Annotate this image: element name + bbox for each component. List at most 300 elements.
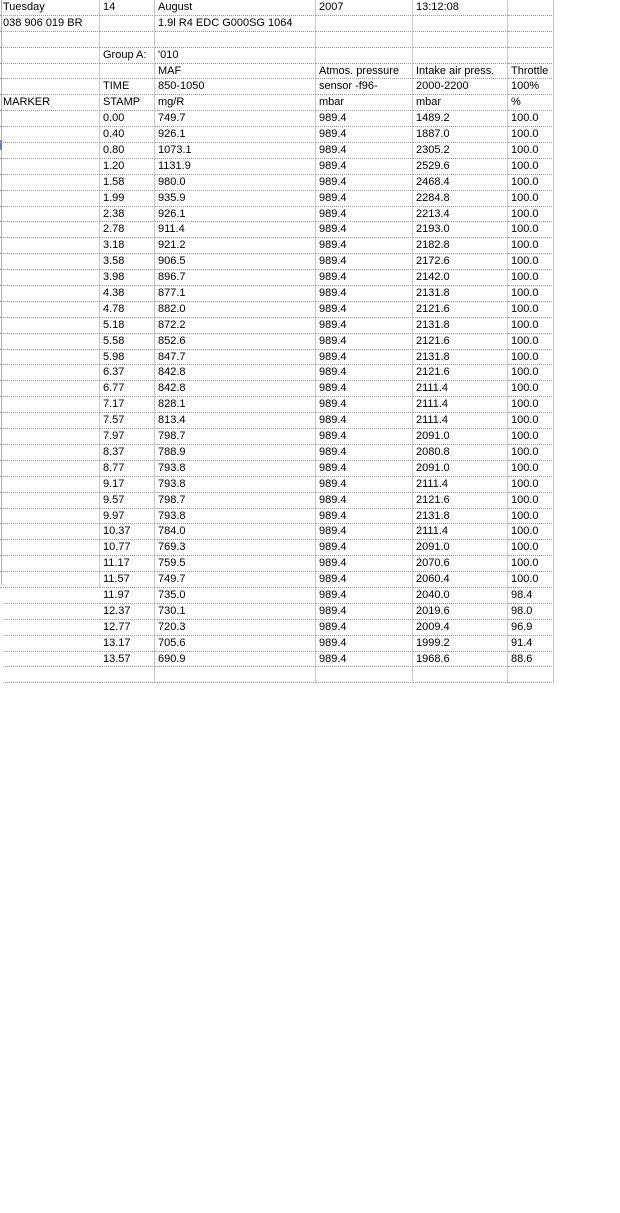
cell-intake-pressure[interactable]: 2111.4	[413, 413, 508, 429]
cell-atmos-pressure[interactable]: 989.4	[316, 254, 413, 270]
cell-maf[interactable]: 842.8	[155, 365, 316, 381]
cell-throttle[interactable]: 100.0	[508, 191, 554, 207]
cell-intake-pressure[interactable]: 2142.0	[413, 270, 508, 286]
cell-marker[interactable]	[0, 429, 100, 445]
cell-maf[interactable]: 828.1	[155, 397, 316, 413]
cell-maf[interactable]: 705.6	[155, 636, 316, 652]
cell-intake-pressure[interactable]: 1999.2	[413, 636, 508, 652]
cell-intake-pressure[interactable]: 2468.4	[413, 175, 508, 191]
cell-marker[interactable]	[5, 652, 100, 668]
table-row	[0, 477, 620, 493]
cell-maf[interactable]: 911.4	[155, 222, 316, 238]
cell-maf[interactable]: 784.0	[155, 524, 316, 540]
cell-maf[interactable]: 793.8	[155, 477, 316, 493]
cell-intake-pressure[interactable]: 2111.4	[413, 397, 508, 413]
cell-maf[interactable]: 935.9	[155, 191, 316, 207]
cell-empty[interactable]	[100, 32, 155, 48]
table-row	[0, 318, 620, 334]
cell-maf[interactable]: 788.9	[155, 445, 316, 461]
cell-maf[interactable]: 980.0	[155, 175, 316, 191]
cell-throttle[interactable]: 100.0	[508, 493, 554, 509]
table-row	[0, 461, 620, 477]
cell-time-stamp[interactable]: 5.18	[100, 318, 155, 334]
table-row	[0, 334, 620, 350]
table-row	[0, 445, 620, 461]
table-row	[0, 207, 620, 223]
column-unit-atmos[interactable]: mbar	[316, 95, 413, 111]
column-unit-throttle[interactable]: %	[508, 95, 554, 111]
cell-maf[interactable]: 769.3	[155, 540, 316, 556]
cell-time-stamp[interactable]: 8.77	[100, 461, 155, 477]
cell-day[interactable]: Tuesday	[0, 0, 100, 16]
cell-maf[interactable]: 813.4	[155, 413, 316, 429]
cell-throttle[interactable]: 100.0	[508, 572, 554, 588]
cell-intake-pressure[interactable]: 2060.4	[413, 572, 508, 588]
cell-atmos-pressure[interactable]: 989.4	[316, 461, 413, 477]
cell-throttle[interactable]: 100.0	[508, 461, 554, 477]
cell-atmos-pressure[interactable]: 989.4	[316, 222, 413, 238]
cell-marker[interactable]	[0, 509, 100, 525]
cell-atmos-pressure[interactable]: 989.4	[316, 207, 413, 223]
column-spec-atmos[interactable]: sensor -f96-	[316, 79, 413, 95]
cell-atmos-pressure[interactable]	[316, 667, 413, 683]
cell-atmos-pressure[interactable]: 989.4	[316, 572, 413, 588]
cell-time-stamp[interactable]	[100, 667, 155, 683]
cell-atmos-pressure[interactable]: 989.4	[316, 413, 413, 429]
cell-throttle[interactable]: 100.0	[508, 413, 554, 429]
cell-atmos-pressure[interactable]: 989.4	[316, 397, 413, 413]
table-row	[0, 636, 620, 652]
cell-marker[interactable]	[0, 524, 100, 540]
cell-maf[interactable]: 896.7	[155, 270, 316, 286]
cell-marker[interactable]	[5, 667, 100, 683]
column-header-throttle[interactable]: Throttle	[508, 64, 554, 80]
cell-atmos-pressure[interactable]: 989.4	[316, 652, 413, 668]
cell-atmos-pressure[interactable]: 989.4	[316, 429, 413, 445]
cell-time-stamp[interactable]: 4.78	[100, 302, 155, 318]
cell-maf[interactable]: 926.1	[155, 127, 316, 143]
cell-time-stamp[interactable]: 2.78	[100, 222, 155, 238]
cell-time-stamp[interactable]: 1.58	[100, 175, 155, 191]
cell-atmos-pressure[interactable]: 989.4	[316, 493, 413, 509]
cell-throttle[interactable]: 100.0	[508, 207, 554, 223]
cell-throttle[interactable]: 100.0	[508, 509, 554, 525]
cell-atmos-pressure[interactable]: 989.4	[316, 620, 413, 636]
cell-marker[interactable]	[5, 620, 100, 636]
cell-maf[interactable]: 842.8	[155, 381, 316, 397]
cell-maf[interactable]: 793.8	[155, 461, 316, 477]
cell-throttle[interactable]: 100.0	[508, 222, 554, 238]
cell-empty[interactable]	[316, 32, 413, 48]
cell-throttle[interactable]: 100.0	[508, 445, 554, 461]
cell-time-stamp[interactable]: 3.18	[100, 238, 155, 254]
cell-time-stamp[interactable]: 6.37	[100, 365, 155, 381]
cell-atmos-pressure[interactable]: 989.4	[316, 540, 413, 556]
cell-intake-pressure[interactable]: 2091.0	[413, 540, 508, 556]
cell-intake-pressure[interactable]: 2131.8	[413, 350, 508, 366]
table-row	[0, 652, 620, 668]
cell-intake-pressure[interactable]: 2121.6	[413, 493, 508, 509]
cell-marker[interactable]	[0, 556, 100, 572]
cell-time-stamp[interactable]: 12.37	[100, 604, 155, 620]
cell-atmos-pressure[interactable]: 989.4	[316, 159, 413, 175]
header-row-7	[0, 95, 620, 111]
cell-empty[interactable]	[508, 32, 554, 48]
cell-marker[interactable]	[0, 397, 100, 413]
cell-time[interactable]: 13:12:08	[413, 0, 508, 16]
cell-atmos-pressure[interactable]: 989.4	[316, 334, 413, 350]
cell-intake-pressure[interactable]: 2182.8	[413, 238, 508, 254]
cell-intake-pressure[interactable]: 2111.4	[413, 381, 508, 397]
cell-intake-pressure[interactable]: 2529.6	[413, 159, 508, 175]
cell-atmos-pressure[interactable]: 989.4	[316, 302, 413, 318]
cell-atmos-pressure[interactable]: 989.4	[316, 477, 413, 493]
cell-throttle[interactable]: 100.0	[508, 143, 554, 159]
table-row	[0, 191, 620, 207]
cell-atmos-pressure[interactable]: 989.4	[316, 365, 413, 381]
cell-empty[interactable]	[508, 0, 554, 16]
cell-marker[interactable]	[0, 365, 100, 381]
cell-intake-pressure[interactable]: 2121.6	[413, 334, 508, 350]
data-rows	[0, 111, 620, 683]
table-row	[0, 524, 620, 540]
cell-marker[interactable]	[0, 238, 100, 254]
cell-intake-pressure[interactable]: 1887.0	[413, 127, 508, 143]
cell-time-stamp[interactable]: 11.17	[100, 556, 155, 572]
cell-time-stamp[interactable]: 9.97	[100, 509, 155, 525]
cell-time-stamp[interactable]: 3.98	[100, 270, 155, 286]
table-row	[0, 572, 620, 588]
cell-empty[interactable]	[316, 48, 413, 64]
column-spec-maf[interactable]: 850-1050	[155, 79, 316, 95]
table-row	[0, 159, 620, 175]
cell-time-stamp[interactable]: 8.37	[100, 445, 155, 461]
cell-empty[interactable]	[413, 48, 508, 64]
cell-maf[interactable]: 798.7	[155, 429, 316, 445]
table-row	[0, 588, 620, 604]
cell-intake-pressure[interactable]: 2040.0	[413, 588, 508, 604]
cell-throttle[interactable]: 100.0	[508, 540, 554, 556]
cell-throttle[interactable]: 96.9	[508, 620, 554, 636]
cell-time-stamp[interactable]: 7.97	[100, 429, 155, 445]
cell-intake-pressure[interactable]: 2111.4	[413, 524, 508, 540]
cell-empty[interactable]	[413, 16, 508, 32]
cell-time-stamp[interactable]: 7.57	[100, 413, 155, 429]
cell-intake-pressure[interactable]: 2019.6	[413, 604, 508, 620]
cell-marker[interactable]	[0, 302, 100, 318]
column-header-stamp[interactable]: STAMP	[100, 95, 155, 111]
cell-throttle[interactable]: 100.0	[508, 270, 554, 286]
cell-atmos-pressure[interactable]: 989.4	[316, 588, 413, 604]
cell-marker[interactable]	[0, 493, 100, 509]
cell-marker[interactable]	[0, 477, 100, 493]
cell-marker[interactable]	[0, 207, 100, 223]
table-row	[0, 381, 620, 397]
cell-empty[interactable]	[155, 32, 316, 48]
cell-time-stamp[interactable]: 6.77	[100, 381, 155, 397]
cell-intake-pressure[interactable]: 1968.6	[413, 652, 508, 668]
cell-marker[interactable]	[0, 572, 100, 588]
cell-marker[interactable]	[0, 445, 100, 461]
table-row	[0, 286, 620, 302]
cell-throttle[interactable]: 91.4	[508, 636, 554, 652]
cell-throttle[interactable]: 100.0	[508, 175, 554, 191]
table-row	[0, 604, 620, 620]
table-row	[0, 540, 620, 556]
cell-intake-pressure[interactable]: 1489.2	[413, 111, 508, 127]
cell-empty[interactable]	[0, 32, 100, 48]
table-row	[0, 127, 620, 143]
cell-marker[interactable]	[0, 540, 100, 556]
table-row	[0, 175, 620, 191]
cell-empty[interactable]	[508, 48, 554, 64]
cell-marker[interactable]	[0, 222, 100, 238]
table-row	[0, 413, 620, 429]
header-row-5	[0, 64, 620, 80]
column-header-time[interactable]: TIME	[100, 79, 155, 95]
cell-throttle[interactable]: 100.0	[508, 111, 554, 127]
cell-marker[interactable]	[0, 461, 100, 477]
table-row	[0, 302, 620, 318]
cell-throttle[interactable]: 100.0	[508, 159, 554, 175]
cell-month[interactable]: August	[155, 0, 316, 16]
cell-intake-pressure[interactable]: 2121.6	[413, 302, 508, 318]
cell-throttle[interactable]: 100.0	[508, 127, 554, 143]
cell-atmos-pressure[interactable]: 989.4	[316, 127, 413, 143]
cell-marker[interactable]	[0, 318, 100, 334]
cell-throttle[interactable]	[508, 667, 554, 683]
cell-throttle[interactable]: 100.0	[508, 302, 554, 318]
cell-atmos-pressure[interactable]: 989.4	[316, 509, 413, 525]
cell-marker[interactable]	[5, 588, 100, 604]
table-row	[0, 365, 620, 381]
column-header-intake[interactable]: Intake air press.	[413, 64, 508, 80]
cell-group-value[interactable]: '010	[155, 48, 316, 64]
cell-marker[interactable]	[0, 143, 100, 159]
cell-empty[interactable]	[413, 32, 508, 48]
cell-atmos-pressure[interactable]: 989.4	[316, 143, 413, 159]
cell-intake-pressure[interactable]: 2284.8	[413, 191, 508, 207]
cell-throttle[interactable]: 100.0	[508, 429, 554, 445]
cell-maf[interactable]: 1131.9	[155, 159, 316, 175]
cell-maf[interactable]: 852.6	[155, 334, 316, 350]
column-header-marker[interactable]: MARKER	[0, 95, 100, 111]
cell-atmos-pressure[interactable]: 989.4	[316, 286, 413, 302]
cell-time-stamp[interactable]: 0.80	[100, 143, 155, 159]
column-spec-intake[interactable]: 2000-2200	[413, 79, 508, 95]
cell-intake-pressure[interactable]: 2172.6	[413, 254, 508, 270]
column-unit-maf[interactable]: mg/R	[155, 95, 316, 111]
column-spec-throttle[interactable]: 100%	[508, 79, 554, 95]
cell-marker[interactable]	[0, 334, 100, 350]
cell-time-stamp[interactable]: 4.38	[100, 286, 155, 302]
cell-maf[interactable]: 906.5	[155, 254, 316, 270]
cell-marker[interactable]	[5, 636, 100, 652]
cell-part-number[interactable]: 038 906 019 BR	[0, 16, 100, 32]
table-row	[0, 254, 620, 270]
cell-marker[interactable]	[0, 159, 100, 175]
cell-maf[interactable]: 690.9	[155, 652, 316, 668]
cell-time-stamp[interactable]: 3.58	[100, 254, 155, 270]
column-header-atmos[interactable]: Atmos. pressure	[316, 64, 413, 80]
cell-intake-pressure[interactable]: 2193.0	[413, 222, 508, 238]
cell-throttle[interactable]: 100.0	[508, 350, 554, 366]
cell-time-stamp[interactable]: 10.37	[100, 524, 155, 540]
cell-time-stamp[interactable]: 12.77	[100, 620, 155, 636]
cell-time-stamp[interactable]: 11.57	[100, 572, 155, 588]
cell-maf[interactable]: 926.1	[155, 207, 316, 223]
cell-marker[interactable]	[0, 127, 100, 143]
table-row	[0, 493, 620, 509]
header-row-6	[0, 79, 620, 95]
cell-maf[interactable]: 872.2	[155, 318, 316, 334]
cell-marker[interactable]	[0, 381, 100, 397]
table-row	[0, 222, 620, 238]
cell-maf[interactable]: 749.7	[155, 572, 316, 588]
cell-maf[interactable]: 877.1	[155, 286, 316, 302]
cell-marker[interactable]	[0, 254, 100, 270]
column-unit-intake[interactable]: mbar	[413, 95, 508, 111]
cell-throttle[interactable]: 98.4	[508, 588, 554, 604]
cell-throttle[interactable]: 100.0	[508, 477, 554, 493]
cell-engine-code[interactable]: 1.9l R4 EDC G000SG 1064	[155, 16, 316, 32]
cell-throttle[interactable]: 100.0	[508, 286, 554, 302]
cell-time-stamp[interactable]: 9.17	[100, 477, 155, 493]
cell-empty[interactable]	[0, 64, 100, 80]
table-row	[0, 270, 620, 286]
cell-group-label[interactable]: Group A:	[100, 48, 155, 64]
cell-marker[interactable]	[0, 175, 100, 191]
table-row	[0, 397, 620, 413]
cell-maf[interactable]: 735.0	[155, 588, 316, 604]
cell-intake-pressure[interactable]: 2305.2	[413, 143, 508, 159]
column-header-maf[interactable]: MAF	[155, 64, 316, 80]
cell-intake-pressure[interactable]: 2131.8	[413, 318, 508, 334]
cell-time-stamp[interactable]: 0.40	[100, 127, 155, 143]
cell-maf[interactable]: 759.5	[155, 556, 316, 572]
cell-throttle[interactable]: 100.0	[508, 254, 554, 270]
cell-time-stamp[interactable]: 1.99	[100, 191, 155, 207]
cell-time-stamp[interactable]: 10.77	[100, 540, 155, 556]
cell-time-stamp[interactable]: 13.57	[100, 652, 155, 668]
cell-maf[interactable]	[155, 667, 316, 683]
cell-intake-pressure[interactable]: 2213.4	[413, 207, 508, 223]
cell-intake-pressure[interactable]: 2080.8	[413, 445, 508, 461]
cell-maf[interactable]: 847.7	[155, 350, 316, 366]
cell-marker[interactable]	[0, 286, 100, 302]
header-row-4	[0, 48, 620, 64]
cell-date[interactable]: 14	[100, 0, 155, 16]
cell-maf[interactable]: 921.2	[155, 238, 316, 254]
cell-intake-pressure[interactable]: 2111.4	[413, 477, 508, 493]
header-row-3	[0, 32, 620, 48]
cell-atmos-pressure[interactable]: 989.4	[316, 524, 413, 540]
cell-time-stamp[interactable]: 2.38	[100, 207, 155, 223]
table-row	[0, 620, 620, 636]
cell-maf[interactable]: 730.1	[155, 604, 316, 620]
cell-marker[interactable]	[5, 604, 100, 620]
cell-marker[interactable]	[0, 111, 100, 127]
cell-maf[interactable]: 798.7	[155, 493, 316, 509]
cell-intake-pressure[interactable]: 2070.6	[413, 556, 508, 572]
cell-atmos-pressure[interactable]: 989.4	[316, 556, 413, 572]
cell-time-stamp[interactable]: 7.17	[100, 397, 155, 413]
cell-intake-pressure[interactable]: 2121.6	[413, 365, 508, 381]
header-row-1	[0, 0, 620, 16]
cell-marker[interactable]	[0, 413, 100, 429]
cell-throttle[interactable]: 100.0	[508, 334, 554, 350]
cell-throttle[interactable]: 100.0	[508, 524, 554, 540]
cell-atmos-pressure[interactable]: 989.4	[316, 350, 413, 366]
cell-maf[interactable]: 1073.1	[155, 143, 316, 159]
cell-intake-pressure[interactable]: 2091.0	[413, 429, 508, 445]
cell-atmos-pressure[interactable]: 989.4	[316, 318, 413, 334]
cell-intake-pressure[interactable]	[413, 667, 508, 683]
cell-marker[interactable]	[0, 350, 100, 366]
cell-intake-pressure[interactable]: 2091.0	[413, 461, 508, 477]
cell-time-stamp[interactable]: 0.00	[100, 111, 155, 127]
table-row	[0, 429, 620, 445]
cell-time-stamp[interactable]: 5.58	[100, 334, 155, 350]
cell-empty[interactable]	[508, 16, 554, 32]
cell-empty[interactable]	[100, 64, 155, 80]
cell-throttle[interactable]: 100.0	[508, 365, 554, 381]
cell-atmos-pressure[interactable]: 989.4	[316, 191, 413, 207]
cell-year[interactable]: 2007	[316, 0, 413, 16]
cell-throttle[interactable]: 100.0	[508, 381, 554, 397]
cell-maf[interactable]: 749.7	[155, 111, 316, 127]
cell-intake-pressure[interactable]: 2131.8	[413, 286, 508, 302]
cell-atmos-pressure[interactable]: 989.4	[316, 636, 413, 652]
cell-atmos-pressure[interactable]: 989.4	[316, 238, 413, 254]
cell-marker[interactable]	[0, 191, 100, 207]
cell-empty[interactable]	[0, 48, 100, 64]
cell-throttle[interactable]: 98.0	[508, 604, 554, 620]
table-row	[0, 111, 620, 127]
cell-empty[interactable]	[100, 16, 155, 32]
cell-atmos-pressure[interactable]: 989.4	[316, 270, 413, 286]
cell-atmos-pressure[interactable]: 989.4	[316, 381, 413, 397]
cell-throttle[interactable]: 100.0	[508, 318, 554, 334]
cell-maf[interactable]: 720.3	[155, 620, 316, 636]
table-row	[0, 350, 620, 366]
cell-empty[interactable]	[316, 16, 413, 32]
cell-time-stamp[interactable]: 13.17	[100, 636, 155, 652]
header-row-2	[0, 16, 620, 32]
cell-atmos-pressure[interactable]: 989.4	[316, 175, 413, 191]
cell-empty[interactable]	[0, 79, 100, 95]
cell-time-stamp[interactable]: 5.98	[100, 350, 155, 366]
cell-atmos-pressure[interactable]: 989.4	[316, 445, 413, 461]
cell-time-stamp[interactable]: 11.97	[100, 588, 155, 604]
cell-intake-pressure[interactable]: 2009.4	[413, 620, 508, 636]
cell-marker[interactable]	[0, 270, 100, 286]
table-row	[0, 556, 620, 572]
table-row	[0, 509, 620, 525]
cell-atmos-pressure[interactable]: 989.4	[316, 111, 413, 127]
cell-throttle[interactable]: 100.0	[508, 397, 554, 413]
cell-intake-pressure[interactable]: 2131.8	[413, 509, 508, 525]
cell-throttle[interactable]: 88.6	[508, 652, 554, 668]
cell-throttle[interactable]: 100.0	[508, 556, 554, 572]
cell-maf[interactable]: 793.8	[155, 509, 316, 525]
cell-atmos-pressure[interactable]: 989.4	[316, 604, 413, 620]
cell-throttle[interactable]: 100.0	[508, 238, 554, 254]
table-row	[0, 143, 620, 159]
cell-time-stamp[interactable]: 1.20	[100, 159, 155, 175]
cell-maf[interactable]: 882.0	[155, 302, 316, 318]
cell-time-stamp[interactable]: 9.57	[100, 493, 155, 509]
